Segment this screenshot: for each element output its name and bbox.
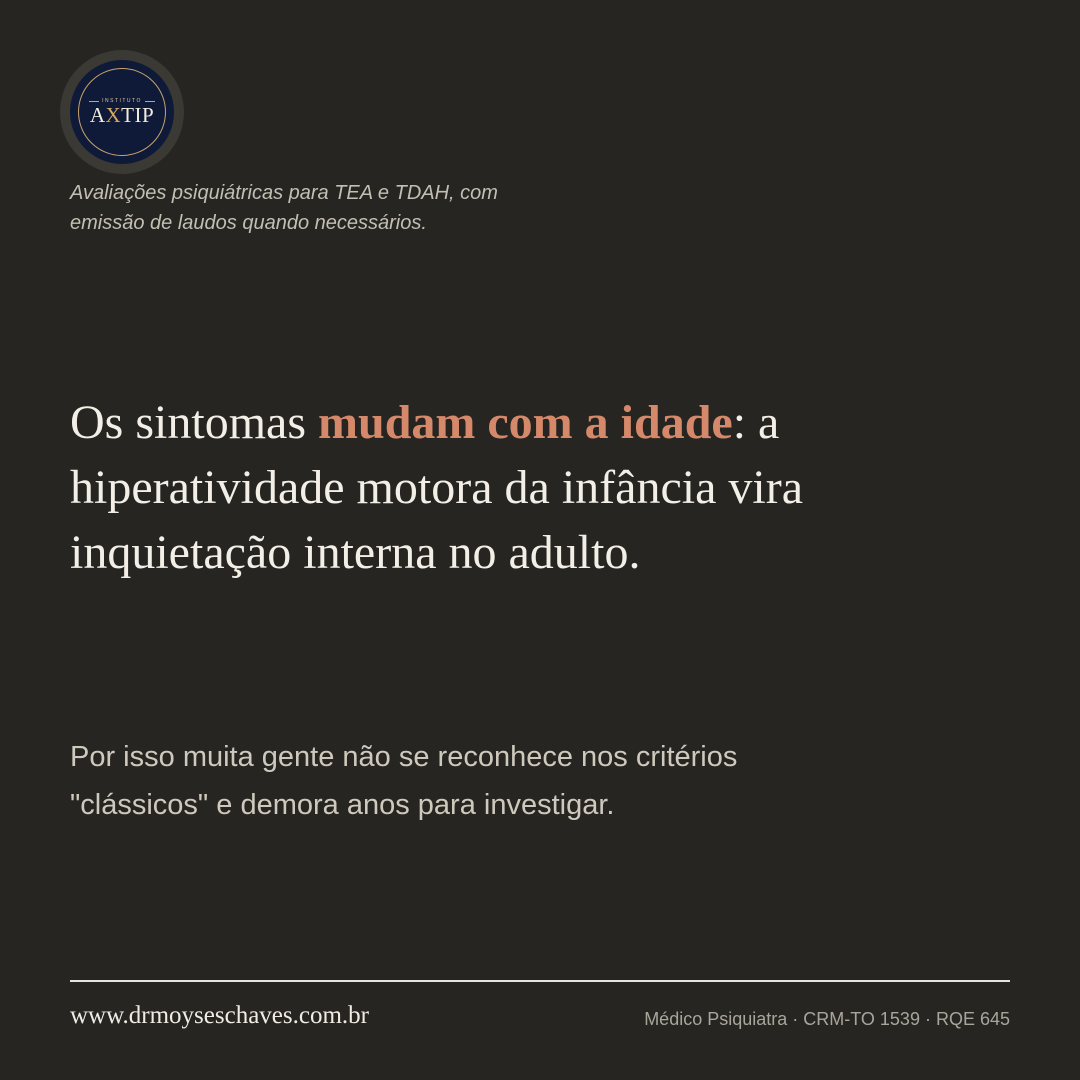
body-line-2: "clássicos" e demora anos para investigar.	[70, 789, 615, 821]
headline-line-1-end: : a	[732, 396, 780, 449]
logo-institute-label: INSTITUTO	[102, 98, 142, 104]
logo-wordmark	[90, 105, 154, 126]
logo-name-x: X	[105, 103, 122, 127]
headline-lead: Os sintomas	[70, 396, 319, 449]
logo-name-suffix: TIP	[121, 103, 155, 127]
website-link[interactable]: www.drmoyseschaves.com.br	[70, 1002, 369, 1029]
logo-name-prefix: A	[89, 103, 106, 127]
footer-divider	[70, 980, 1010, 982]
institute-logo	[60, 50, 184, 174]
headline-line-2: hiperatividade motora da infância vira	[70, 461, 804, 514]
logo-disc	[70, 60, 174, 164]
logo-rule-right	[145, 101, 155, 102]
headline-highlight: mudam com a idade	[318, 396, 733, 449]
tagline-line-1: Avaliações psiquiátricas para TEA e TDAH, com	[70, 182, 498, 204]
tagline-line-2: emissão de laudos quando necessários.	[70, 212, 427, 234]
logo-ring	[78, 68, 166, 156]
body-line-1: Por isso muita gente não se reconhece nos critérios	[70, 741, 738, 773]
headline	[70, 390, 970, 585]
body-text	[70, 733, 930, 829]
tagline	[70, 178, 590, 238]
headline-line-3: inquietação interna no adulto.	[70, 526, 641, 579]
logo-rule-left	[89, 101, 99, 102]
doctor-credentials: Médico Psiquiatra · CRM-TO 1539 · RQE 645	[644, 1009, 1010, 1029]
